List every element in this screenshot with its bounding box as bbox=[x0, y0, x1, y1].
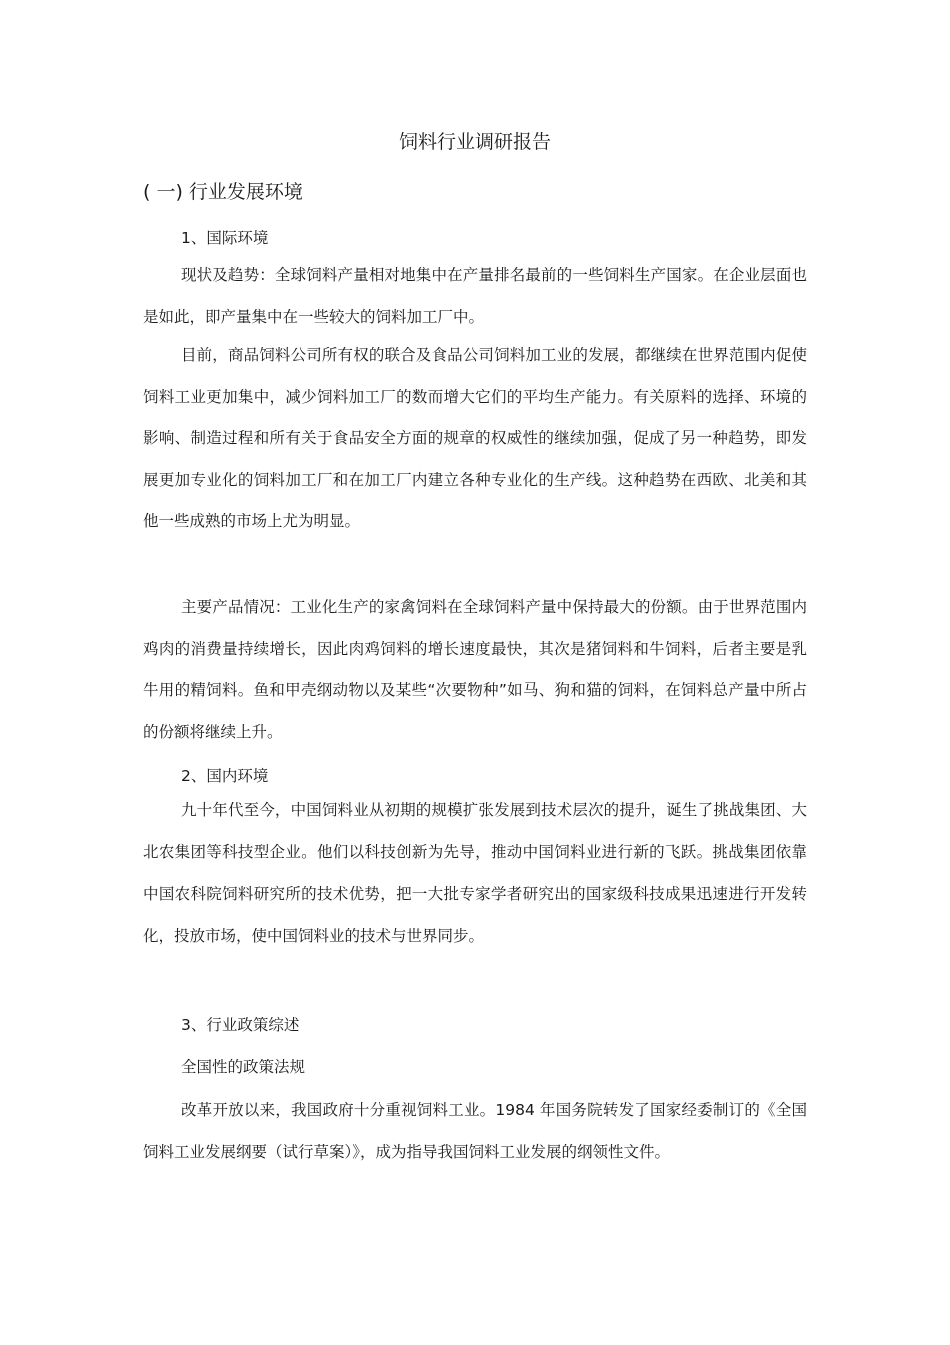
paragraph-international-products: 主要产品情况：工业化生产的家禽饲料在全球饲料产量中保持最大的份额。由于世界范围内鸡肉的消费量持续增长，因此肉鸡饲料的增长速度最快，其次是猪饲料和牛饲料，后者主要是乳牛用的精饲料。鱼和甲壳纲动物以及某些“次要物种”如马、狗和猫的饲料，在饲料总产量中所占的份额将继续上升。 bbox=[143, 598, 807, 741]
section-heading: ( 一) 行业发展环境 bbox=[143, 181, 303, 203]
document-title: 饲料行业调研报告 bbox=[398, 131, 551, 153]
subheading-national-regulations: 全国性的政策法规 bbox=[181, 1058, 306, 1076]
paragraph-international-consolidation: 目前，商品饲料公司所有权的联合及食品公司饲料加工业的发展，都继续在世界范围内促使饲料工业更加集中，减少饲料加工厂的数而增大它们的平均生产能力。有关原料的选择、环境的影响、制造过程和所有关于食品安全方面的规章的权威性的继续加强，促成了另一种趋势，即发展更加专业化的饲料加工厂和在加工厂内建立各种专业化的生产线。这种趋势在西欧、北美和其他一些成熟的市场上尤为明显。 bbox=[143, 346, 807, 530]
subheading-domestic: 2、国内环境 bbox=[181, 767, 269, 785]
paragraph-policy: 改革开放以来，我国政府十分重视饲料工业。1984 年国务院转发了国家经委制订的《全国饲料工业发展纲要（试行草案）》，成为指导我国饲料工业发展的纲领性文件。 bbox=[143, 1101, 807, 1161]
subheading-policy: 3、行业政策综述 bbox=[181, 1016, 300, 1034]
paragraph-international-trends: 现状及趋势：全球饲料产量相对地集中在产量排名最前的一些饲料生产国家。在企业层面也是如此，即产量集中在一些较大的饲料加工厂中。 bbox=[143, 266, 807, 326]
subheading-international: 1、国际环境 bbox=[181, 229, 269, 247]
paragraph-domestic: 九十年代至今，中国饲料业从初期的规模扩张发展到技术层次的提升，诞生了挑战集团、大北农集团等科技型企业。他们以科技创新为先导，推动中国饲料业进行新的飞跃。挑战集团依靠中国农科院饲料研究所的技术优势，把一大批专家学者研究出的国家级科技成果迅速进行开发转化，投放市场，使中国饲料业的技术与世界同步。 bbox=[143, 801, 807, 945]
